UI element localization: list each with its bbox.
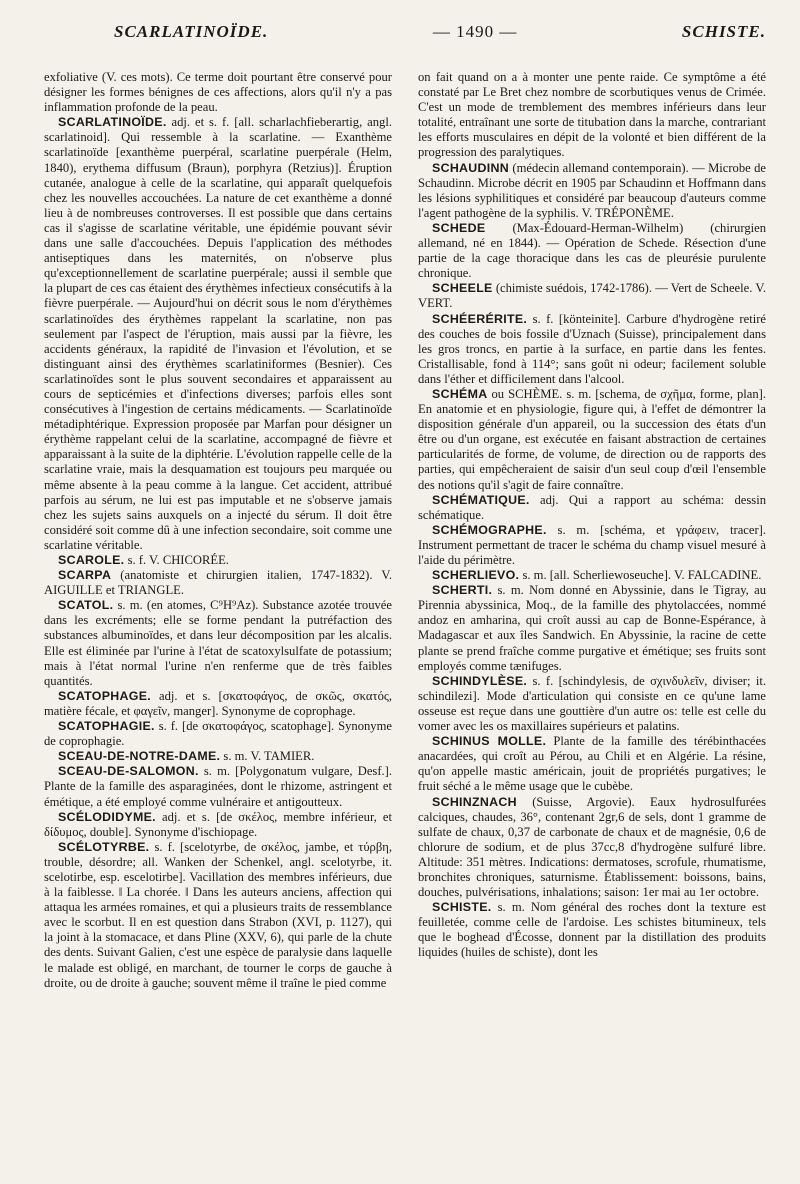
entry-headword: SCHERLIEVO. — [432, 568, 520, 583]
dictionary-entry — [418, 387, 766, 493]
entry-text: s. m. Nom donné en Abyssinie, dans le Tigray, au Pirennia abyssinica, Moq., de la famille des phytolaccées, nommé andoz en amharina, qui croît aussi au cap de Bonne-Espérance, à Madagascar et aux îles Sandwich. En Abyssinie, la racine de cette plante se prend fraîche comme purgative et émétique; ses fruits sont employés comme tænifuges. — [418, 583, 766, 673]
continued-text — [418, 70, 766, 161]
dictionary-entry — [418, 734, 766, 794]
entry-headword: SCATOPHAGIE. — [58, 719, 155, 734]
dictionary-entry — [44, 749, 392, 764]
entry-text: adj. et s. [de σκέλος, membre inférieur, et δίδυμος, double]. Synonyme d'ischiopage. — [44, 809, 392, 839]
entry-text: on fait quand on a à monter une pente raide. Ce symptôme a été constaté par Le Bret chez nombre de scorbutiques venus de Crimée. C'est un mode de tremblement des membres inférieurs dans leur totalité, entraînant une sorte de titubation dans la marche, contrariant les efforts musculaires en dépit de la volonté et bien différent de la progression des paralytiques. — [418, 70, 766, 160]
dictionary-entry — [418, 674, 766, 734]
dictionary-entry — [44, 115, 392, 553]
dictionary-entry — [418, 281, 766, 311]
entry-headword: SCARLATINOÏDE. — [58, 115, 167, 130]
dictionary-entry — [418, 312, 766, 387]
entry-text: s. f. V. CHICORÉE. — [124, 553, 229, 567]
entry-text: s. m. (en atomes, C⁹H⁹Az). Substance azotée trouvée dans les excréments; elle se forme pendant la putréfaction des substances albuminoïdes, et dans leur décomposition par les alcalis. Elle est éliminée par l'urine à l'état de scatoxylsulfate de potassium; mais à l'état normal l'urine n'en renferme que de très faibles quantités. — [44, 598, 392, 688]
entry-text: s. f. [schindylesis, de σχινδυλεῖν, diviser; it. schindilezi]. Mode d'articulation qui consiste en ce qu'une lame osseuse est reçue dans une gouttière d'un autre os: telle est celle du vomer avec les os maxillaires supérieurs et palatins. — [418, 673, 766, 734]
entry-headword: SCÉLODIDYME. — [58, 809, 156, 824]
entry-text: s. m. Nom général des roches dont la texture est feuilletée, comme celle de l'ardoise. Les schistes bitumineux, tels que le boghead d'Écosse, donnent par la distillation des produits liquides (huiles de schiste), dont les — [418, 900, 766, 960]
entry-text: s. f. [de σκατοφάγος, scatophage]. Synonyme de coprophagie. — [44, 719, 392, 749]
entry-text: (anatomiste et chirurgien italien, 1747-1832). V. AIGUILLE et TRIANGLE. — [44, 568, 392, 598]
dictionary-entry — [44, 553, 392, 568]
entry-headword: SCEAU-DE-SALOMON. — [58, 764, 199, 779]
dictionary-entry — [44, 568, 392, 598]
entry-text: s. f. [könteinite]. Carbure d'hydrogène retiré des couches de bois fossile d'Uznach (Suisse), principalement dans les gros troncs, en partie à la surface, en partie dans les fentes. Cristallisable, fond à 114°; sans goût ni odeur; facilement soluble dans l'éther et difficilement dans l'alcool. — [418, 311, 766, 386]
dictionary-entry — [418, 493, 766, 523]
dictionary-entry — [44, 810, 392, 840]
dictionary-entry — [418, 900, 766, 960]
dictionary-entry — [44, 719, 392, 749]
dictionary-entry — [418, 795, 766, 901]
entry-headword: SCHINZNACH — [432, 794, 517, 809]
entry-headword: SCHÉMOGRAPHE. — [432, 522, 547, 537]
header-left-word: SCARLATINOÏDE. — [114, 22, 269, 41]
entry-headword: SCHINDYLÈSE. — [432, 673, 528, 688]
text-columns — [44, 70, 776, 991]
dictionary-entry — [44, 689, 392, 719]
dictionary-entry — [44, 598, 392, 689]
dictionary-entry — [418, 568, 766, 583]
entry-headword: SCÉLOTYRBE. — [58, 839, 150, 854]
entry-headword: SCHEELE — [432, 281, 493, 296]
entry-headword: SCHINUS MOLLE. — [432, 734, 547, 749]
entry-headword: SCATOPHAGE. — [58, 688, 152, 703]
right-column — [418, 70, 766, 991]
entry-headword: SCEAU-DE-NOTRE-DAME. — [58, 749, 221, 764]
entry-text: exfoliative (V. ces mots). Ce terme doit pourtant être conservé pour désigner les formes bénignes de ces affections, alors qu'il n'y a pas inflammation profonde de la peau. — [44, 70, 392, 115]
entry-headword: SCARPA — [58, 568, 112, 583]
entry-headword: SCHÉERÉRITE. — [432, 311, 528, 326]
dictionary-entry — [418, 523, 766, 568]
entry-text: (Suisse, Argovie). Eaux hydrosulfurées calciques, chaudes, 36°, contenant 2gr,6 de sels, dont 1 gramme de sulfate de chaux, 0,37 de carbonate de chaux et de magnésie, 0,6 de chlorure de sodium, et de plus 37cc,8 d'hydrogène sulfuré libre. Altitude: 351 mètres. Indications: dermatoses, scrofule, rhumatisme, bronchites chroniques, saturnisme. Établissement: boissons, bains, douches, pulvérisations, inhalations; saison: 1er mai au 1er octobre. — [418, 794, 766, 900]
header-right-word: SCHISTE. — [681, 22, 766, 41]
entry-headword: SCHAUDINN — [432, 160, 510, 175]
entry-text: s. m. [Polygonatum vulgare, Desf.]. Plante de la famille des asparaginées, dont le rhizome, astringent et émétique, a été employé comme vulnéraire et antigoutteux. — [44, 764, 392, 809]
continued-text — [44, 70, 392, 115]
entry-headword: SCHÉMATIQUE. — [432, 492, 530, 507]
entry-text: s. m. V. TAMIER. — [220, 749, 315, 764]
entry-headword: SCAROLE. — [58, 553, 125, 567]
left-column — [44, 70, 392, 991]
entry-text: s. m. [all. Scherliewoseuche]. V. FALCADINE. — [519, 568, 762, 583]
running-header — [44, 22, 776, 50]
entry-text: (chimiste suédois, 1742-1786). — Vert de Scheele. V. VERT. — [418, 281, 766, 311]
dictionary-entry — [418, 161, 766, 221]
dictionary-entry — [44, 840, 392, 991]
dictionary-entry — [44, 764, 392, 809]
entry-text: (médecin allemand contemporain). — Microbe de Schaudinn. Microbe décrit en 1905 par Schaudinn et Hoffmann dans les lésions syphilitiques et considéré par beaucoup d'auteurs comme l'agent pathogène de la syphilis. V. TRÉPONÈME. — [418, 160, 766, 220]
dictionary-entry — [418, 583, 766, 674]
entry-text: s. f. [scelotyrbe, de σκέλος, jambe, et τύρβη, trouble, désordre; all. Wanken der Schenkel, angl. scelotyrbe, it. scelotirbe, esp. escelotirbe]. Vacillation des membres inférieurs, due à la faiblesse. ‖ La chorée. ‖ Dans les auteurs anciens, affection qui attaqua les armées romaines, et qui a plusieurs traits de ressemblance avec le scorbut. Il en est question dans Strabon (XVI, p. 1127), qui la joint à la stomacace, et dans Pline (XXV, 6), qui parle de la chute des dents. Suivant Galien, c'est une espèce de paralysie dans laquelle le malade est obligé, en marchant, de tourner le corps de gauche à droite, ou de droite à gauche; souvent même il traîne le pied comme — [44, 839, 392, 990]
page-number: — 1490 — — [432, 22, 518, 41]
entry-text: adj. et s. [σκατοφάγος, de σκῶς, σκατός, matière fécale, et φαγεῖν, manger]. Synonyme de coprophage. — [44, 688, 392, 718]
entry-headword: SCHEDE — [432, 220, 486, 235]
entry-text: ou SCHÈME. s. m. [schema, de σχῆμα, forme, plan]. En anatomie et en physiologie, figure qui, à l'effet de démontrer la disposition générale d'un appareil, ou la succession des états d'un être ou d'un organe, est exécutée en faisant abstraction de certaines particularités de forme, de volume, de direction ou de rapports des parties, qui empêcheraient de saisir d'un seul coup d'œil l'ensemble des notions qu'il s'agit de faire connaître. — [418, 386, 766, 492]
entry-text: s. m. [schéma, et γράφειν, tracer]. Instrument permettant de tracer le schéma du champ visuel mesuré à l'aide du périmètre. — [418, 522, 766, 567]
entry-text: adj. et s. f. [all. scharlachfieberartig, angl. scarlatinoid]. Qui ressemble à la scarlatine. — Exanthème scarlatinoïde [exanthème puerpéral, scarlatine puerpérale (Helm, 1840), erythema diffusum (Braun), porphyra (Retzius)]. Éruption cutanée, analogue à celle de la scarlatine, qui apparaît quelquefois chez les nouvelles accouchées. La nature de cet exanthème a donné lieu à de nombreuses controverses. Il est possible que dans certains cas il s'agisse de scarlatine véritable, une épidémie pouvant sévir dans une salle d'accouchées. Depuis l'application des méthodes antiseptiques dans les maternités, on n'observe plus qu'exceptionnellement de scarlatine puerpérale; aussi il semble que la plupart de ces cas étaient des érythèmes infectieux consécutifs à la fièvre puerpérale. — Aujourd'hui on décrit sous le nom d'érythèmes scarlatinoïdes des érythèmes rappelant la scarlatine, non pas seulement par l'aspect de l'éruption, mais aussi par la fièvre, les accidents généraux, la rapidité de l'invasion et l'évolution, et se distinguant ainsi des érythèmes scarlatiniformes (Besnier). Ces scarlatinoïdes sont le plus souvent secondaires et apparaissent au cours de septicémies et d'infections diverses; parfois elles sont consécutives à l'ingestion de certains médicaments. — Scarlatinoïde métadiphtérique. Expression proposée par Marfan pour désigner un érythème rappelant celui de la scarlatine, accompagné de fièvre et apparaissant à la suite de la diphtérie. L'évolution rappelle celle de la scarlatine vraie, mais la desquamation est toujours peu marquée ou même absente à la peau comme à la langue. Cet accident, attribué parfois au sérum, ne lui est pas imputable et ne s'observe jamais chez les sujets sains auxquels on a injecté du sérum. Il doit être considéré soit comme dû à une infection secondaire, soit comme une scarlatine véritable. — [44, 115, 392, 552]
entry-text: (Max-Édouard-Herman-Wilhelm) (chirurgien allemand, né en 1844). — Opération de Schede. Résection d'une partie de la cage thoracique dans les cas de pleurésie purulente chronique. — [418, 220, 766, 281]
entry-headword: SCHISTE. — [432, 900, 492, 915]
entry-text: adj. Qui a rapport au schéma: dessin schématique. — [418, 492, 766, 522]
entry-text: Plante de la famille des térébinthacées anacardées, qui croît au Pérou, au Chili et en Algérie. La résine, qu'on appelle mastic américain, jouit de propriétés purgatives; le fruit séché a le même usage que le cubèbe. — [418, 734, 766, 794]
dictionary-entry — [418, 221, 766, 281]
entry-headword: SCATOL. — [58, 598, 114, 613]
entry-headword: SCHERTI. — [432, 583, 493, 598]
entry-headword: SCHÉMA — [432, 386, 488, 401]
